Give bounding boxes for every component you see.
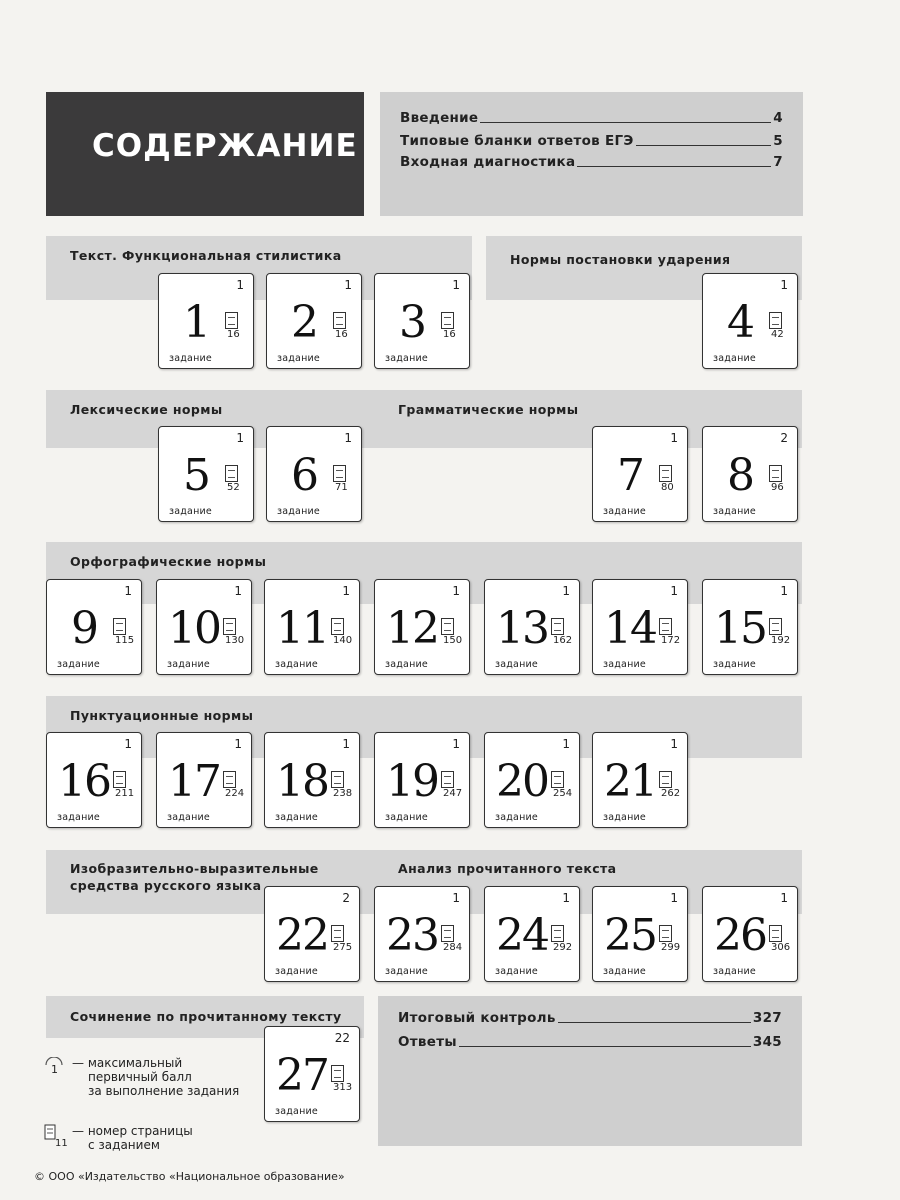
task-card-9[interactable] xyxy=(46,579,142,675)
task-number: 19 xyxy=(386,756,438,807)
section-heading: Лексические нормы xyxy=(70,402,223,417)
task-card-10[interactable] xyxy=(156,579,252,675)
task-page: 211 xyxy=(115,788,135,799)
task-page: 238 xyxy=(333,788,353,799)
section-heading: средства русского языка xyxy=(70,878,262,893)
task-page: 42 xyxy=(771,329,784,340)
max-score: 1 xyxy=(562,584,570,598)
title-block xyxy=(46,92,364,216)
task-card-5[interactable] xyxy=(158,426,254,522)
task-page: 16 xyxy=(335,329,348,340)
max-score: 1 xyxy=(452,891,460,905)
max-score: 1 xyxy=(344,431,352,445)
task-number: 8 xyxy=(727,450,753,501)
task-label: задание xyxy=(385,353,428,364)
task-page: 292 xyxy=(553,942,573,953)
task-card-16[interactable] xyxy=(46,732,142,828)
task-label: задание xyxy=(169,506,212,517)
task-card-21[interactable] xyxy=(592,732,688,828)
task-card-23[interactable] xyxy=(374,886,470,982)
page-icon xyxy=(659,618,672,635)
page-icon xyxy=(225,465,238,482)
max-score: 1 xyxy=(342,584,350,598)
task-page: 52 xyxy=(227,482,240,493)
task-card-15[interactable] xyxy=(702,579,798,675)
task-card-20[interactable] xyxy=(484,732,580,828)
task-label: задание xyxy=(713,353,756,364)
task-page: 172 xyxy=(661,635,681,646)
toc-entry[interactable]: Введение 4 xyxy=(400,110,783,126)
task-card-22[interactable] xyxy=(264,886,360,982)
task-number: 17 xyxy=(168,756,220,807)
task-number: 9 xyxy=(71,603,97,654)
page-icon xyxy=(113,771,126,788)
max-score: 1 xyxy=(670,431,678,445)
task-label: задание xyxy=(713,506,756,517)
max-score: 1 xyxy=(234,737,242,751)
task-number: 1 xyxy=(183,297,209,348)
task-number: 20 xyxy=(496,756,548,807)
max-score: 1 xyxy=(562,891,570,905)
legend-score-text: — максимальный первичный балл за выполнение задания xyxy=(72,1056,240,1098)
task-number: 4 xyxy=(727,297,753,348)
task-card-12[interactable] xyxy=(374,579,470,675)
max-score: 1 xyxy=(342,737,350,751)
task-label: задание xyxy=(277,353,320,364)
task-page: 162 xyxy=(553,635,573,646)
task-card-3[interactable] xyxy=(374,273,470,369)
page-icon xyxy=(769,925,782,942)
task-label: задание xyxy=(495,659,538,670)
section-heading: Текст. Функциональная стилистика xyxy=(70,248,342,263)
task-page: 306 xyxy=(771,942,791,953)
task-page: 284 xyxy=(443,942,463,953)
task-number: 21 xyxy=(604,756,656,807)
max-score: 2 xyxy=(342,891,350,905)
task-number: 6 xyxy=(291,450,317,501)
page-icon xyxy=(333,465,346,482)
max-score: 1 xyxy=(124,737,132,751)
task-number: 3 xyxy=(399,297,425,348)
task-number: 27 xyxy=(276,1050,328,1101)
task-page: 115 xyxy=(115,635,135,646)
page-icon xyxy=(223,618,236,635)
page-icon xyxy=(331,1065,344,1082)
task-label: задание xyxy=(603,966,646,977)
page-icon xyxy=(441,771,454,788)
task-card-19[interactable] xyxy=(374,732,470,828)
footer-copyright: © ООО «Издательство «Национальное образование» xyxy=(34,1170,345,1183)
task-label: задание xyxy=(169,353,212,364)
task-number: 13 xyxy=(496,603,548,654)
max-score: 2 xyxy=(780,431,788,445)
score-icon xyxy=(44,1057,64,1077)
max-score: 1 xyxy=(452,737,460,751)
task-page: 80 xyxy=(661,482,674,493)
task-number: 12 xyxy=(386,603,438,654)
task-label: задание xyxy=(385,659,428,670)
max-score: 1 xyxy=(344,278,352,292)
page-icon xyxy=(223,771,236,788)
page-icon xyxy=(441,312,454,329)
max-score: 1 xyxy=(780,278,788,292)
page-icon xyxy=(659,465,672,482)
page-icon xyxy=(331,925,344,942)
task-page: 192 xyxy=(771,635,791,646)
task-card-11[interactable] xyxy=(264,579,360,675)
task-label: задание xyxy=(57,812,100,823)
task-number: 23 xyxy=(386,910,438,961)
page-icon xyxy=(44,1124,68,1148)
task-label: задание xyxy=(495,966,538,977)
page-icon xyxy=(113,618,126,635)
task-page: 254 xyxy=(553,788,573,799)
task-page: 150 xyxy=(443,635,463,646)
max-score: 1 xyxy=(124,584,132,598)
task-card-6[interactable] xyxy=(266,426,362,522)
page-icon xyxy=(551,925,564,942)
task-number: 5 xyxy=(183,450,209,501)
task-label: задание xyxy=(495,812,538,823)
page-icon xyxy=(331,771,344,788)
section-heading: Анализ прочитанного текста xyxy=(398,861,617,876)
legend-page-text: — номер страницы с заданием xyxy=(72,1124,193,1152)
max-score: 1 xyxy=(562,737,570,751)
section-heading: Нормы постановки ударения xyxy=(510,252,731,267)
section-heading: Грамматические нормы xyxy=(398,402,579,417)
task-card-4[interactable] xyxy=(702,273,798,369)
page-icon xyxy=(769,618,782,635)
page-icon xyxy=(225,312,238,329)
section-heading: Орфографические нормы xyxy=(70,554,267,569)
task-label: задание xyxy=(603,506,646,517)
task-card-13[interactable] xyxy=(484,579,580,675)
task-card-25[interactable] xyxy=(592,886,688,982)
task-label: задание xyxy=(57,659,100,670)
task-number: 14 xyxy=(604,603,656,654)
toc-entry[interactable]: Входная диагностика 7 xyxy=(400,154,783,170)
max-score: 1 xyxy=(670,891,678,905)
page-icon xyxy=(659,925,672,942)
bottom-toc-box xyxy=(378,996,802,1146)
task-card-7[interactable] xyxy=(592,426,688,522)
task-page: 247 xyxy=(443,788,463,799)
task-card-18[interactable] xyxy=(264,732,360,828)
task-number: 2 xyxy=(291,297,317,348)
task-page: 130 xyxy=(225,635,245,646)
task-label: задание xyxy=(167,812,210,823)
max-score: 1 xyxy=(452,278,460,292)
page-title: СОДЕРЖАНИЕ xyxy=(92,128,358,164)
task-label: задание xyxy=(277,506,320,517)
task-number: 11 xyxy=(276,603,328,654)
page-icon xyxy=(441,925,454,942)
section-heading: Пунктуационные нормы xyxy=(70,708,254,723)
page-icon xyxy=(551,618,564,635)
task-label: задание xyxy=(167,659,210,670)
task-label: задание xyxy=(275,1106,318,1117)
toc-entry[interactable]: Ответы 345 xyxy=(398,1034,782,1050)
task-page: 299 xyxy=(661,942,681,953)
task-card-2[interactable] xyxy=(266,273,362,369)
max-score: 1 xyxy=(236,431,244,445)
task-page: 224 xyxy=(225,788,245,799)
page-icon xyxy=(769,465,782,482)
task-page: 16 xyxy=(227,329,240,340)
toc-entry[interactable]: Типовые бланки ответов ЕГЭ 5 xyxy=(400,133,783,149)
max-score: 1 xyxy=(236,278,244,292)
task-number: 25 xyxy=(604,910,656,961)
task-label: задание xyxy=(275,659,318,670)
task-page: 275 xyxy=(333,942,353,953)
legend-score-sample: 1 xyxy=(51,1063,58,1076)
task-page: 96 xyxy=(771,482,784,493)
task-card-27[interactable] xyxy=(264,1026,360,1122)
max-score: 1 xyxy=(780,891,788,905)
task-label: задание xyxy=(603,812,646,823)
top-toc-box xyxy=(380,92,803,216)
task-number: 7 xyxy=(617,450,643,501)
task-card-26[interactable] xyxy=(702,886,798,982)
page-icon xyxy=(333,312,346,329)
task-card-1[interactable] xyxy=(158,273,254,369)
task-label: задание xyxy=(713,966,756,977)
task-label: задание xyxy=(275,812,318,823)
page-icon xyxy=(659,771,672,788)
section-heading: Изобразительно-выразительные xyxy=(70,861,319,876)
task-label: задание xyxy=(385,812,428,823)
task-number: 10 xyxy=(168,603,220,654)
task-number: 24 xyxy=(496,910,548,961)
task-label: задание xyxy=(385,966,428,977)
task-number: 15 xyxy=(714,603,766,654)
task-number: 18 xyxy=(276,756,328,807)
task-card-14[interactable] xyxy=(592,579,688,675)
task-label: задание xyxy=(713,659,756,670)
page-icon xyxy=(551,771,564,788)
max-score: 22 xyxy=(334,1031,350,1045)
task-label: задание xyxy=(603,659,646,670)
page-icon xyxy=(331,618,344,635)
max-score: 1 xyxy=(452,584,460,598)
max-score: 1 xyxy=(670,737,678,751)
task-number: 16 xyxy=(58,756,110,807)
task-page: 313 xyxy=(333,1082,353,1093)
toc-entry[interactable]: Итоговый контроль 327 xyxy=(398,1010,782,1026)
task-label: задание xyxy=(275,966,318,977)
page-icon xyxy=(441,618,454,635)
max-score: 1 xyxy=(234,584,242,598)
task-page: 16 xyxy=(443,329,456,340)
legend-page-sample: 11 xyxy=(55,1138,68,1148)
max-score: 1 xyxy=(780,584,788,598)
task-page: 262 xyxy=(661,788,681,799)
task-page: 71 xyxy=(335,482,348,493)
task-page: 140 xyxy=(333,635,353,646)
task-number: 26 xyxy=(714,910,766,961)
max-score: 1 xyxy=(670,584,678,598)
task-card-8[interactable] xyxy=(702,426,798,522)
task-card-17[interactable] xyxy=(156,732,252,828)
section-heading: Сочинение по прочитанному тексту xyxy=(70,1009,342,1024)
page-icon xyxy=(769,312,782,329)
task-card-24[interactable] xyxy=(484,886,580,982)
task-number: 22 xyxy=(276,910,328,961)
